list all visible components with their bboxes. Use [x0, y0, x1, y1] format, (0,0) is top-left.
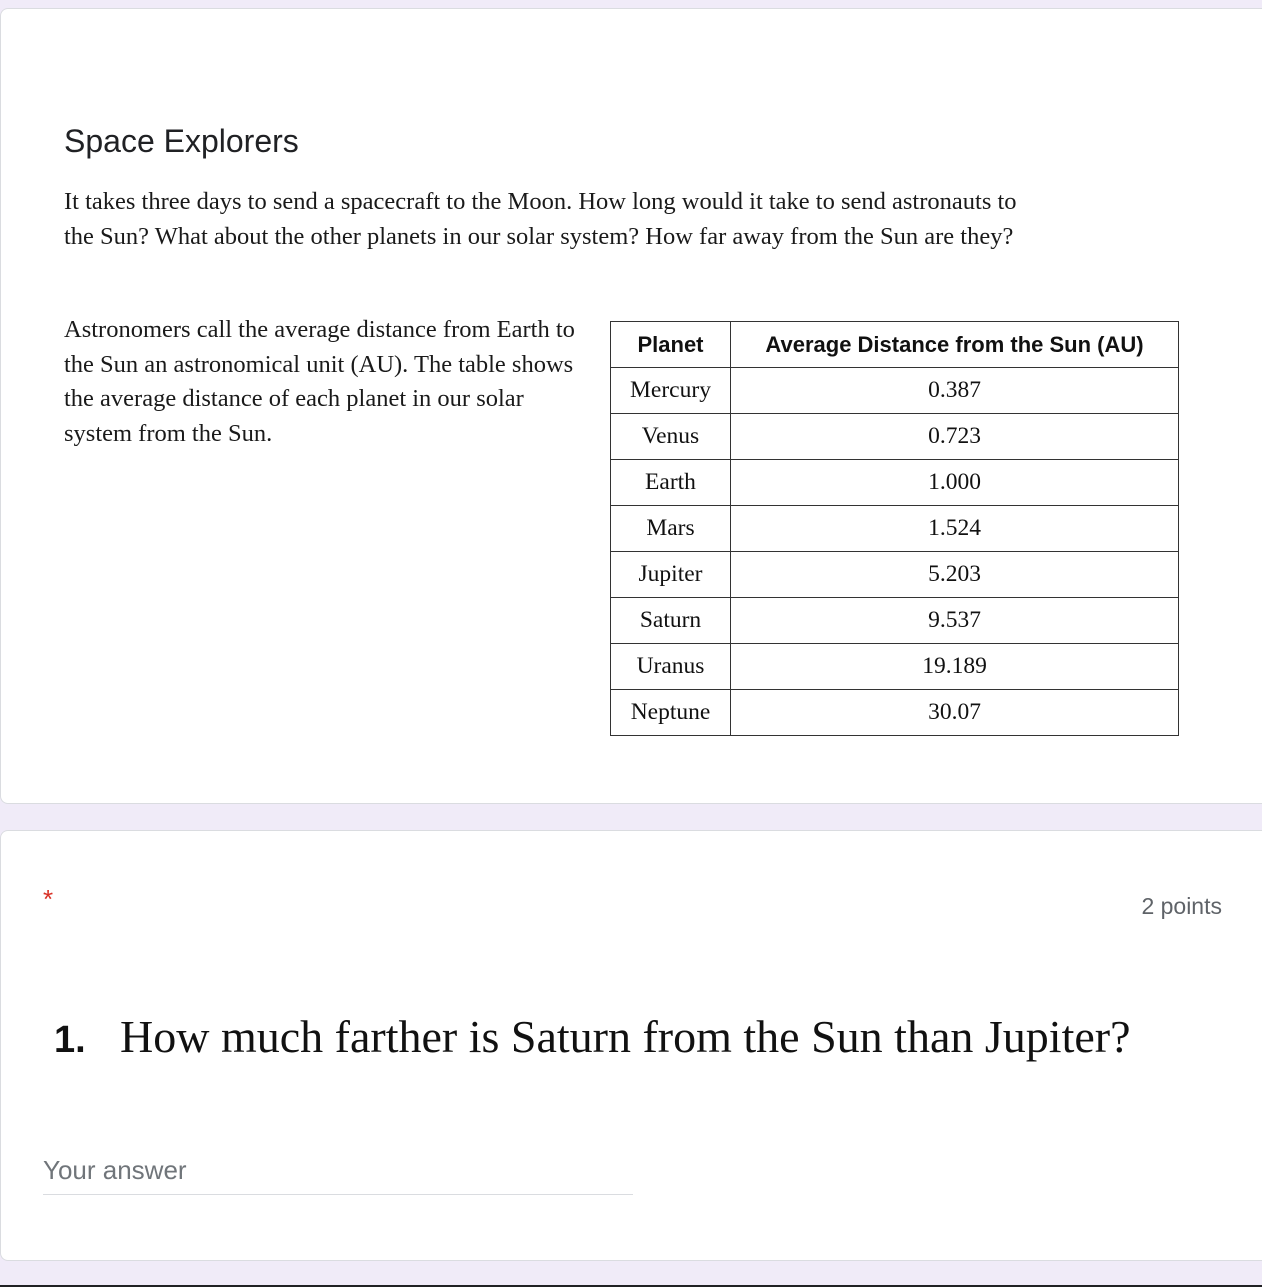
- question-card: [0, 830, 1262, 1261]
- image-title: Space Explorers: [64, 123, 299, 159]
- side-paragraph: Astronomers call the average distance from Earth to the Sun an astronomical unit (AU). The table shows the average distance of each planet in our solar system from the Sun.: [64, 316, 575, 447]
- planet-cell: Saturn: [611, 598, 731, 644]
- planet-cell: Uranus: [611, 644, 731, 690]
- table-header-row: [611, 322, 1179, 368]
- planet-cell: Venus: [611, 414, 731, 460]
- table-row: [611, 460, 1179, 506]
- question-text: How much farther is Saturn from the Sun than Jupiter?: [120, 1011, 1131, 1062]
- distance-cell: 1.000: [731, 460, 1179, 506]
- table-row: [611, 690, 1179, 736]
- table-row: [611, 644, 1179, 690]
- column-header-planet: Planet: [611, 322, 731, 368]
- points-label: 2 points: [1141, 893, 1222, 919]
- planet-cell: Neptune: [611, 690, 731, 736]
- distance-cell: 9.537: [731, 598, 1179, 644]
- planet-cell: Earth: [611, 460, 731, 506]
- planet-cell: Jupiter: [611, 552, 731, 598]
- table-row: [611, 506, 1179, 552]
- distance-cell: 0.387: [731, 368, 1179, 414]
- question-title: [54, 1009, 1131, 1063]
- planet-cell: Mars: [611, 506, 731, 552]
- column-header-distance: Average Distance from the Sun (AU): [731, 322, 1179, 368]
- answer-input[interactable]: [43, 1147, 633, 1195]
- distance-cell: 1.524: [731, 506, 1179, 552]
- required-asterisk: *: [43, 884, 54, 914]
- question-number: 1.: [54, 1019, 86, 1061]
- planet-cell: Mercury: [611, 368, 731, 414]
- distance-cell: 30.07: [731, 690, 1179, 736]
- distance-cell: 19.189: [731, 644, 1179, 690]
- table-row: [611, 368, 1179, 414]
- table-row: [611, 598, 1179, 644]
- distance-cell: 5.203: [731, 552, 1179, 598]
- table-row: [611, 414, 1179, 460]
- intro-paragraph: It takes three days to send a spacecraft to the Moon. How long would it take to send astronauts to the Sun? What about the other planets in our solar system? How far away from the Sun are they?: [64, 188, 1017, 250]
- planet-distance-table: [610, 321, 1179, 736]
- distance-cell: 0.723: [731, 414, 1179, 460]
- image-card: [0, 8, 1262, 804]
- table-row: [611, 552, 1179, 598]
